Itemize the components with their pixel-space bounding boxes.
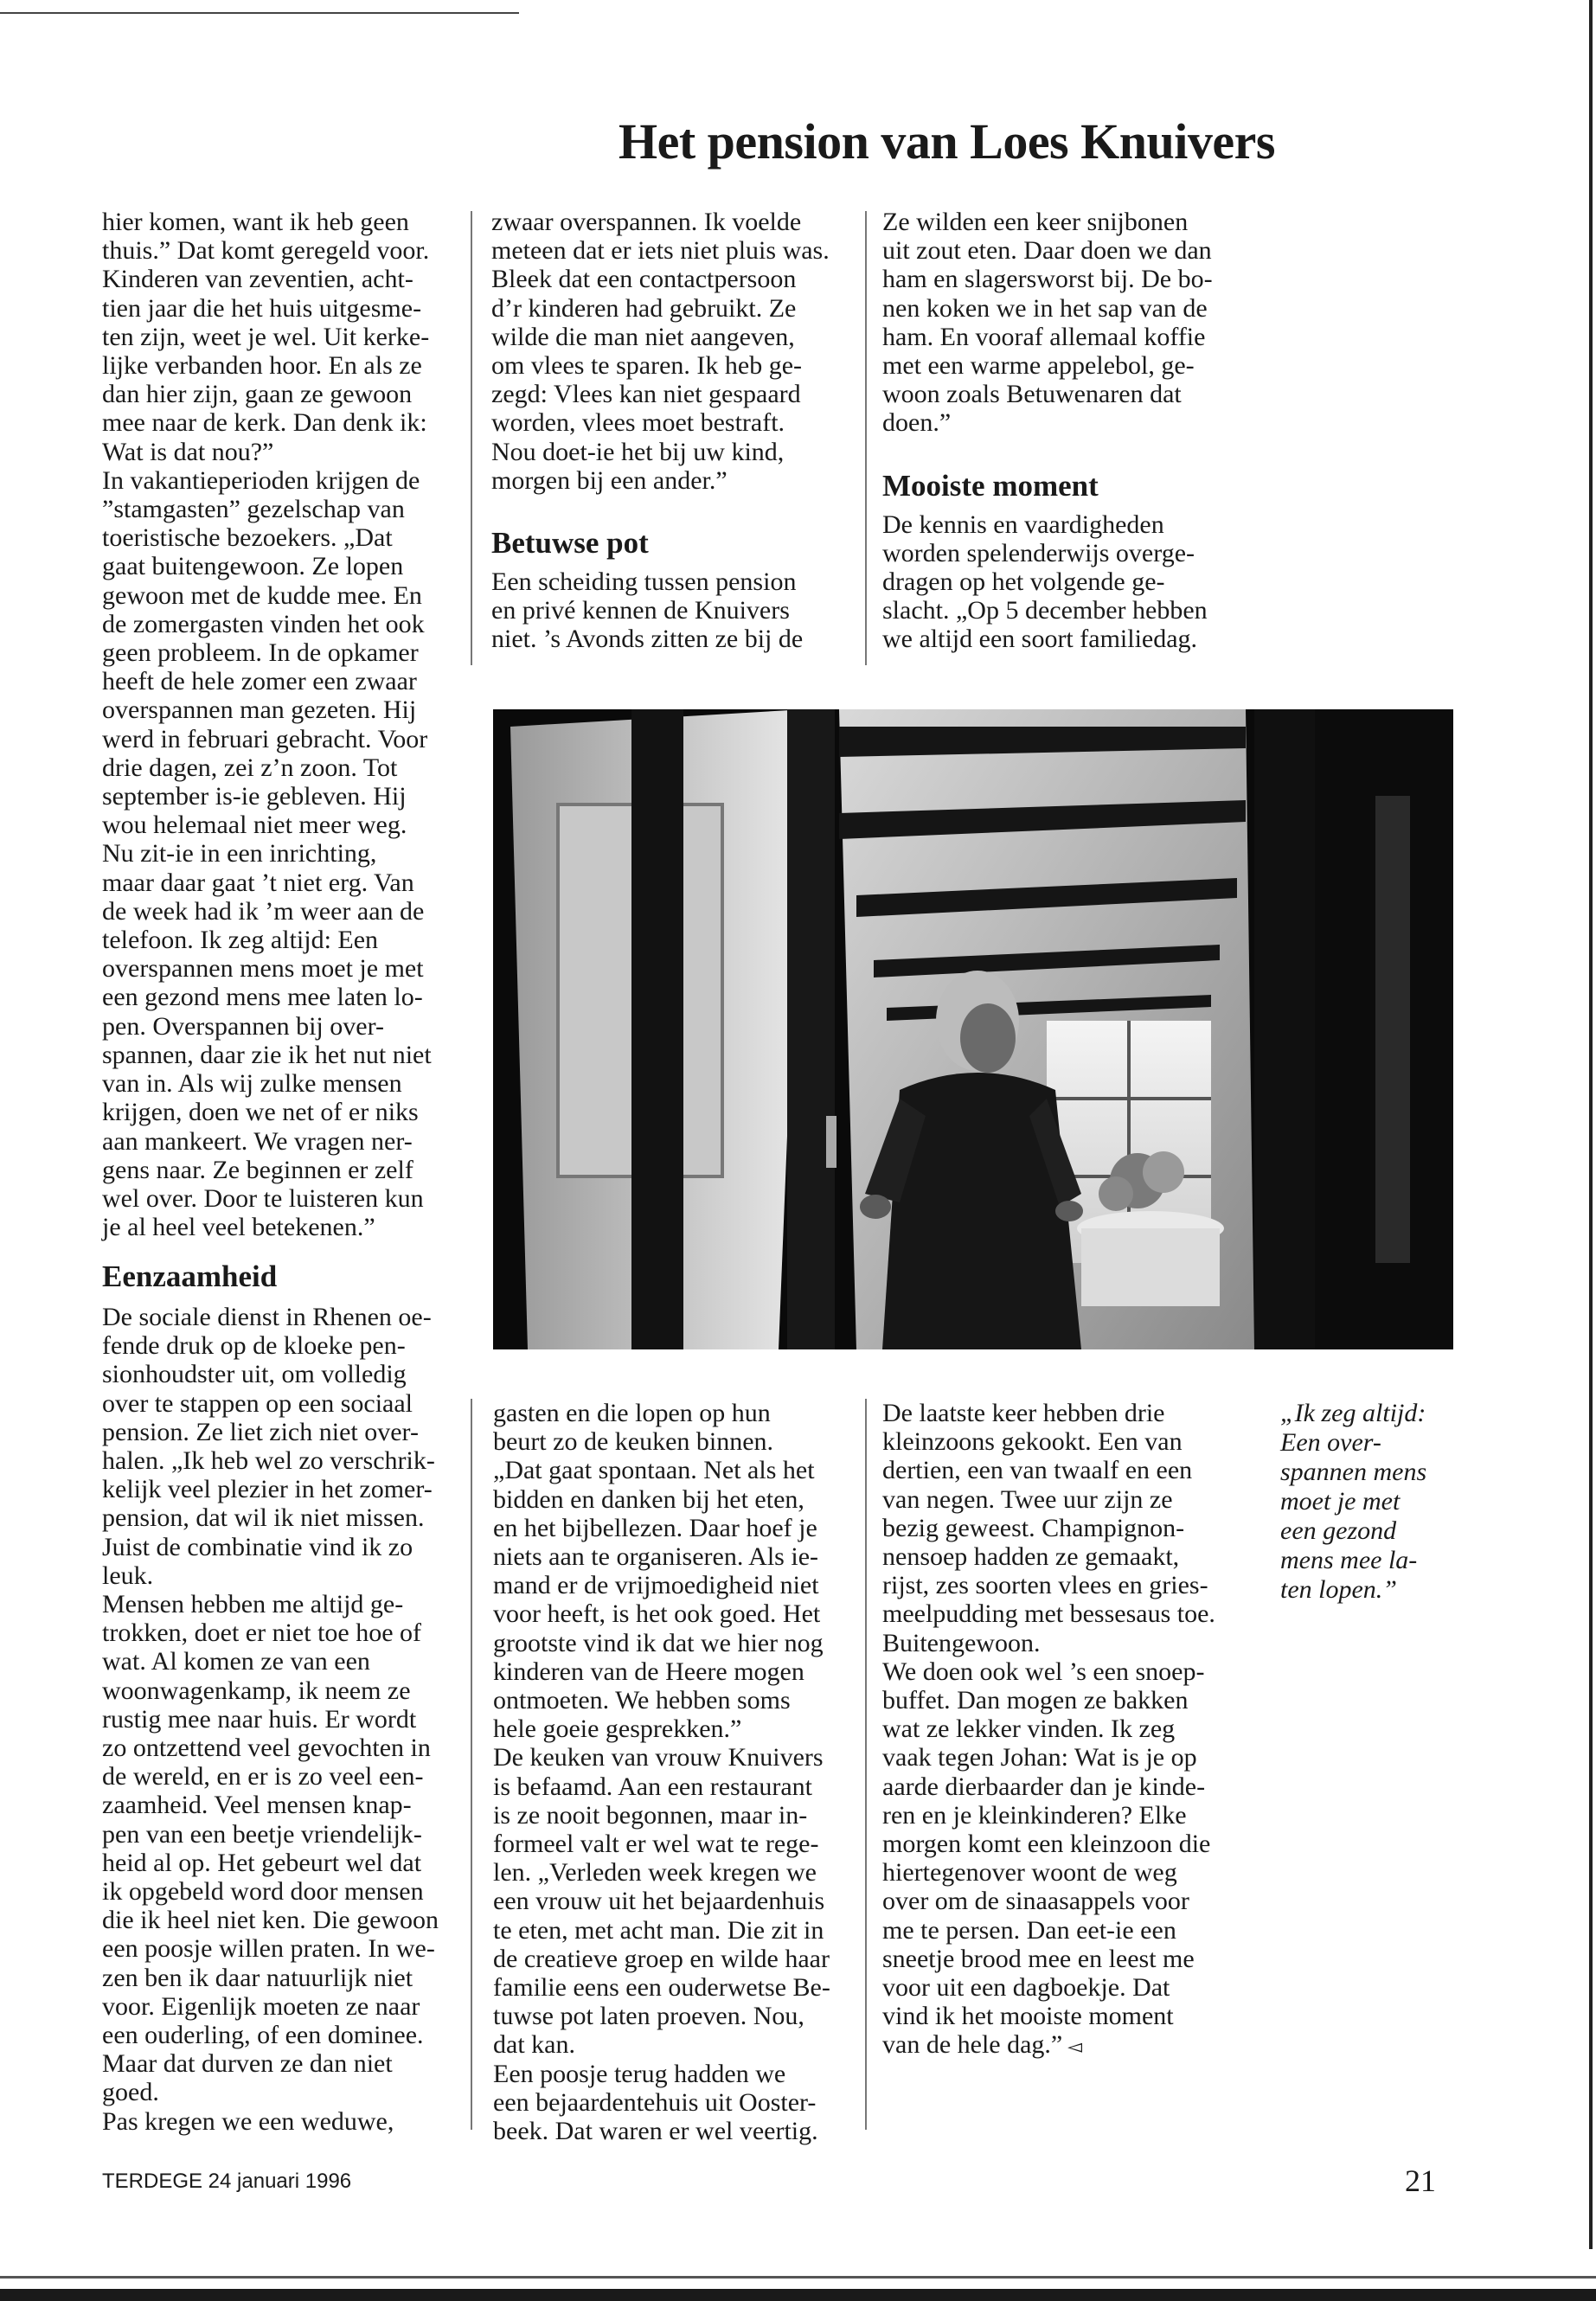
quote-line: ten lopen.” [1280, 1575, 1397, 1604]
column-3 [882, 208, 1246, 654]
line: gasten en die lopen op hun [493, 1399, 771, 1427]
line: overspannen man gezeten. Hij [102, 695, 417, 725]
line: pension, dat wil ik niet missen. [102, 1503, 425, 1533]
line: de week had ik ’m weer aan de [102, 896, 425, 926]
line: ontmoeten. We hebben soms [493, 1686, 791, 1715]
line: wel over. Door te luisteren kun [102, 1183, 424, 1213]
quote-line: mens mee la- [1280, 1546, 1418, 1574]
line: meteen dat er iets niet pluis was. [491, 236, 830, 266]
line: over om de sinaasappels voor [882, 1887, 1189, 1916]
line: met een warme appelebol, ge- [882, 351, 1195, 381]
line: wat. Al komen ze van een [102, 1647, 370, 1676]
line: worden, vlees moet bestraft. [491, 408, 785, 438]
line: Nu zit-ie in een inrichting, [102, 839, 377, 868]
line: dan hier zijn, gaan ze gewoon [102, 380, 413, 409]
line: morgen bij een ander.” [491, 465, 727, 495]
line: len. „Verleden week kregen we [493, 1858, 817, 1888]
line: wat ze lekker vinden. Ik zeg [882, 1715, 1176, 1744]
line: voor. Eigenlijk moeten ze naar [102, 1991, 420, 2021]
line: meelpudding met bessesaus toe. [882, 1599, 1215, 1629]
line: gens naar. Ze beginnen er zelf [102, 1155, 413, 1184]
line: me te persen. Dan eet-ie een [882, 1915, 1176, 1945]
line: De sociale dienst in Rhenen oe- [102, 1303, 432, 1331]
line: woonwagenkamp, ik neem ze [102, 1676, 411, 1705]
column-2 [491, 208, 855, 654]
line: Buitengewoon. [882, 1628, 1041, 1657]
line: die ik heel niet ken. Die gewoon [102, 1906, 439, 1935]
quote-line: moet je met [1280, 1487, 1401, 1516]
line: over te stappen op een sociaal [102, 1388, 413, 1418]
line: We doen ook wel ’s een snoep- [882, 1657, 1205, 1686]
line: de zomergasten vinden het ook [102, 609, 425, 638]
line: Ze wilden een keer snijbonen [882, 208, 1189, 236]
line: rustig mee naar huis. Er wordt [102, 1704, 417, 1734]
line: d’r kinderen had gebruikt. Ze [491, 293, 797, 323]
line: grootste vind ik dat we hier nog [493, 1628, 824, 1657]
line: te eten, met acht man. Die zit in [493, 1915, 824, 1945]
line: Juist de combinatie vind ik zo [102, 1532, 413, 1561]
line: om vlees te sparen. Ik heb ge- [491, 351, 803, 381]
line: mand er de vrijmoedigheid niet [493, 1571, 819, 1600]
line: dertien, een van twaalf en een [882, 1456, 1193, 1485]
line: een bejaardentehuis uit Ooster- [493, 2087, 817, 2117]
line: rijst, zes soorten vlees en gries- [882, 1571, 1208, 1600]
line: doen.” [882, 408, 952, 438]
line: ren en je kleinkinderen? Elke [882, 1800, 1187, 1830]
line: vind ik het mooiste moment [882, 2002, 1174, 2031]
quote-line: spannen mens [1280, 1458, 1427, 1486]
line: pen van een beetje vriendelijk- [102, 1819, 422, 1849]
line: van in. Als wij zulke mensen [102, 1069, 402, 1099]
line: september is-ie gebleven. Hij [102, 782, 407, 811]
line: een gezond mens mee laten lo- [102, 983, 423, 1012]
line: beurt zo de keuken binnen. [493, 1427, 774, 1457]
line: buffet. Dan mogen ze bakken [882, 1686, 1189, 1715]
line: Pas kregen we een weduwe, [102, 2106, 394, 2136]
line: formeel valt er wel wat te rege- [493, 1830, 819, 1859]
line: sneetje brood mee en leest me [882, 1944, 1195, 1973]
line: is ze nooit begonnen, maar in- [493, 1800, 808, 1830]
line: wilde die man niet aangeven, [491, 322, 795, 351]
line: mee naar de kerk. Dan denk ik: [102, 408, 427, 438]
line: van negen. Twee uur zijn ze [882, 1484, 1173, 1514]
column-6 [882, 1399, 1246, 2061]
line: heid al op. Het gebeurt wel dat [102, 1848, 422, 1877]
photo-woman-in-doorway [493, 709, 1453, 1349]
page-number: 21 [1405, 2163, 1436, 2198]
column-4 [102, 1258, 457, 2136]
line: is befaamd. Aan een restaurant [493, 1772, 813, 1801]
pull-quote [1280, 1399, 1453, 1605]
line: trokken, doet er niet toe hoe of [102, 1618, 422, 1648]
column-divider [865, 1399, 867, 2130]
line: Wat is dat nou?” [102, 437, 274, 466]
line: hier komen, want ik heb geen [102, 208, 409, 236]
line-with-end-mark [882, 2030, 1246, 2061]
line: ”stamgasten” gezelschap van [102, 495, 405, 524]
line: thuis.” Dat komt geregeld voor. [102, 236, 430, 266]
line: toeristische bezoekers. „Dat [102, 523, 393, 553]
line: Kinderen van zeventien, acht- [102, 265, 413, 294]
line: kelijk veel plezier in het zomer- [102, 1475, 433, 1504]
line: Maar dat durven ze dan niet [102, 2049, 393, 2079]
top-rule [0, 12, 519, 14]
line: Bleek dat een contactpersoon [491, 265, 797, 294]
line: leuk. [102, 1561, 154, 1590]
line: pension. Ze liet zich niet over- [102, 1417, 419, 1446]
line: worden spelenderwijs overge- [882, 538, 1195, 567]
line: Een poosje terug hadden we [493, 2059, 786, 2088]
line: dat kan. [493, 2030, 575, 2060]
line: sionhoudster uit, om volledig [102, 1360, 407, 1389]
line: ten zijn, weet je wel. Uit kerke- [102, 322, 430, 351]
line: zaamheid. Veel mensen knap- [102, 1791, 412, 1820]
page-title: Het pension van Loes Knuivers [619, 113, 1275, 170]
line: vaak tegen Johan: Wat is je op [882, 1743, 1197, 1772]
line: ik opgebeld word door mensen [102, 1877, 424, 1907]
line: niet. ’s Avonds zitten ze bij de [491, 625, 804, 654]
line: hele goeie gesprekken.” [493, 1715, 742, 1744]
line: zo ontzettend veel gevochten in [102, 1734, 431, 1763]
column-divider [471, 211, 472, 665]
line: aan mankeert. We vragen ner- [102, 1126, 413, 1156]
line: familie eens een ouderwetse Be- [493, 1973, 830, 2003]
line: spannen, daar zie ik het nut niet [102, 1040, 432, 1069]
line: niets aan te organiseren. Als ie- [493, 1542, 818, 1572]
line: ham. En vooraf allemaal koffie [882, 322, 1206, 351]
line: nen koken we in het sap van de [882, 293, 1208, 323]
line: tien jaar die het huis uitgesme- [102, 293, 422, 323]
line: een poosje willen praten. In we- [102, 1934, 435, 1964]
line: gewoon met de kudde mee. En [102, 580, 422, 610]
column-5 [493, 1399, 856, 2145]
line: overspannen mens moet je met [102, 954, 424, 984]
right-edge-rule [1589, 0, 1593, 2249]
line: goed. [102, 2078, 159, 2107]
line: morgen komt een kleinzoon die [882, 1830, 1211, 1859]
line: kleinzoons gekookt. Een van [882, 1427, 1183, 1457]
line: de wereld, en er is zo veel een- [102, 1762, 424, 1791]
line: voor uit een dagboekje. Dat [882, 1973, 1170, 2003]
line: De kennis en vaardigheden [882, 510, 1164, 539]
line: Mensen hebben me altijd ge- [102, 1590, 404, 1619]
line: nensoep hadden ze gemaakt, [882, 1542, 1180, 1572]
line: kinderen van de Heere mogen [493, 1657, 804, 1686]
footer-publication: TERDEGE 24 januari 1996 [102, 2170, 352, 2193]
column-divider [471, 1399, 472, 2130]
quote-line: „Ik zeg altijd: [1280, 1399, 1426, 1427]
line: zegd: Vlees kan niet gespaard [491, 380, 801, 409]
line: Een scheiding tussen pension [491, 567, 797, 597]
line: en het bijbellezen. Daar hoef je [493, 1513, 817, 1542]
line: zwaar overspannen. Ik voelde [491, 208, 802, 236]
line: werd in februari gebracht. Voor [102, 724, 428, 753]
line: In vakantieperioden krijgen de [102, 465, 420, 495]
line: aarde dierbaarder dan je kinde- [882, 1772, 1206, 1801]
line: drie dagen, zei z’n zoon. Tot [102, 753, 398, 782]
line: een vrouw uit het bejaardenhuis [493, 1887, 825, 1916]
subheading-eenzaamheid: Eenzaamheid [102, 1259, 278, 1293]
line: uit zout eten. Daar doen we dan [882, 236, 1212, 266]
line: Nou doet-ie het bij uw kind, [491, 437, 785, 466]
line: beek. Dat waren er wel veertig. [493, 2117, 818, 2146]
subheading-betuwse-pot: Betuwse pot [491, 526, 649, 561]
bottom-band [0, 2289, 1596, 2301]
line: De keuken van vrouw Knuivers [493, 1743, 824, 1772]
line: telefoon. Ik zeg altijd: Een [102, 926, 379, 955]
line: ham en slagersworst bij. De bo- [882, 265, 1213, 294]
line: wou helemaal niet meer weg. [102, 811, 407, 840]
line: heeft de hele zomer een zwaar [102, 667, 417, 696]
line: we altijd een soort familiedag. [882, 625, 1198, 654]
quote-line: een gezond [1280, 1516, 1397, 1545]
line: een ouderling, of een dominee. [102, 2021, 424, 2050]
line: fende druk op de kloeke pen- [102, 1331, 406, 1361]
line: je al heel veel betekenen.” [102, 1213, 375, 1242]
line: dragen op het volgende ge- [882, 567, 1165, 597]
line: de creatieve groep en wilde haar [493, 1944, 830, 1973]
line: pen. Overspannen bij over- [102, 1011, 384, 1041]
line: bidden en danken bij het eten, [493, 1484, 804, 1514]
line: slacht. „Op 5 december hebben [882, 596, 1208, 625]
line: hiertegenover woont de weg [882, 1858, 1177, 1888]
line: krijgen, doen we net of er niks [102, 1098, 419, 1127]
column-divider [865, 211, 867, 665]
line: tuwse pot laten proeven. Nou, [493, 2002, 804, 2031]
line: maar daar gaat ’t niet erg. Van [102, 868, 414, 897]
column-1 [102, 208, 457, 1241]
line: bezig geweest. Champignon- [882, 1513, 1185, 1542]
line: van de hele dag.” [882, 2030, 1063, 2060]
line: woon zoals Betuwenaren dat [882, 380, 1182, 409]
line: De laatste keer hebben drie [882, 1399, 1165, 1427]
line: halen. „Ik heb wel zo verschrik- [102, 1446, 435, 1476]
bottom-rule [0, 2276, 1596, 2279]
line: „Dat gaat spontaan. Net als het [493, 1456, 815, 1485]
line: lijke verbanden hoor. En als ze [102, 351, 422, 381]
line: zen ben ik daar natuurlijk niet [102, 1963, 413, 1992]
end-of-article-icon: ◅ [1067, 2035, 1083, 2058]
line: gaat buitengewoon. Ze lopen [102, 552, 404, 581]
line: voor heeft, is het ook goed. Het [493, 1599, 821, 1629]
quote-line: Een over- [1280, 1428, 1381, 1457]
subheading-mooiste-moment: Mooiste moment [882, 468, 1099, 503]
line: en privé kennen de Knuivers [491, 596, 790, 625]
line: geen probleem. In de opkamer [102, 638, 419, 668]
